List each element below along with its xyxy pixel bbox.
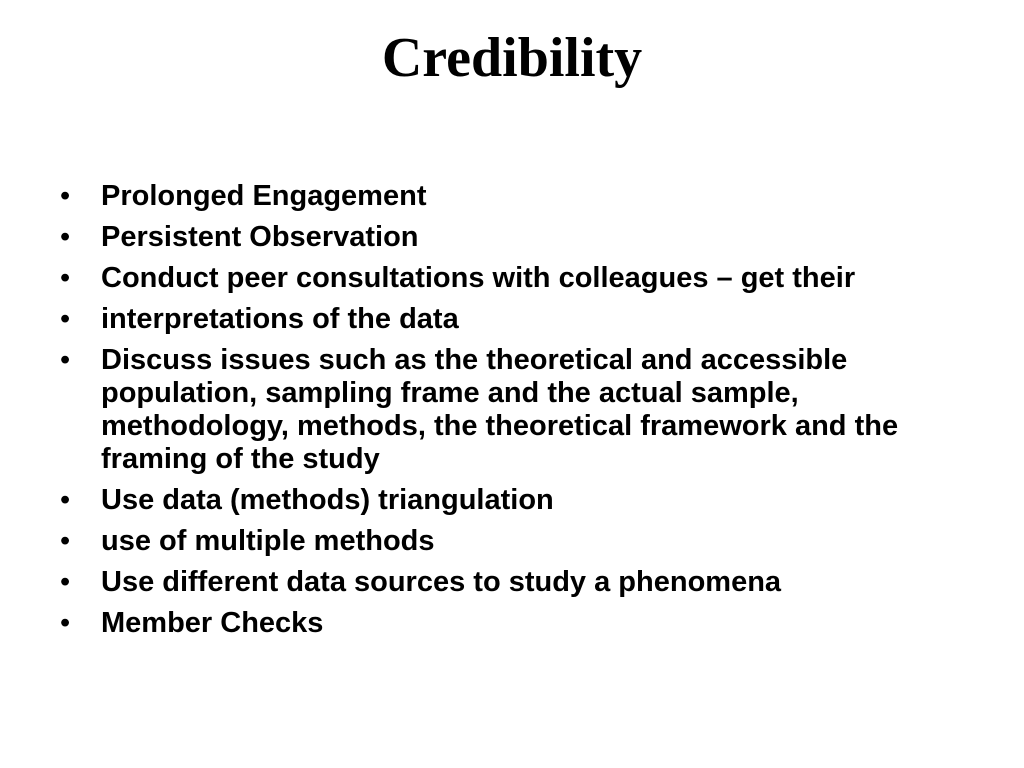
bullet-text: use of multiple methods	[101, 525, 435, 557]
bullet-text: Conduct peer consultations with colleagues – get their	[101, 262, 856, 294]
bullet-text: Discuss issues such as the theoretical and accessible population, sampling frame and the actual sample, methodology, methods, the theoretical framework and the framing of the study	[101, 344, 899, 475]
bullet-text: Persistent Observation	[101, 221, 419, 253]
bullet-icon: •	[60, 180, 71, 212]
slide-title: Credibility	[381, 27, 643, 89]
bullet-icon: •	[60, 344, 71, 376]
bullet-item	[60, 344, 960, 476]
bullet-icon: •	[60, 303, 71, 335]
bullet-item	[60, 303, 960, 336]
bullet-icon: •	[60, 262, 71, 294]
bullet-icon: •	[60, 221, 71, 253]
bullet-item	[60, 525, 960, 558]
bullet-item	[60, 221, 960, 254]
bullet-item	[60, 262, 960, 295]
bullet-item	[60, 484, 960, 517]
bullet-icon: •	[60, 566, 71, 598]
bullet-text: Prolonged Engagement	[101, 180, 427, 212]
bullet-text: Member Checks	[101, 607, 324, 639]
bullet-icon: •	[60, 607, 71, 639]
bullet-item	[60, 180, 960, 213]
bullet-text: Use different data sources to study a phenomena	[101, 566, 782, 598]
bullet-text: interpretations of the data	[101, 303, 459, 335]
bullet-text: Use data (methods) triangulation	[101, 484, 554, 516]
bullet-icon: •	[60, 484, 71, 516]
bullet-item	[60, 566, 960, 599]
bullet-item	[60, 607, 960, 640]
bullet-icon: •	[60, 525, 71, 557]
bullet-list	[60, 180, 960, 648]
